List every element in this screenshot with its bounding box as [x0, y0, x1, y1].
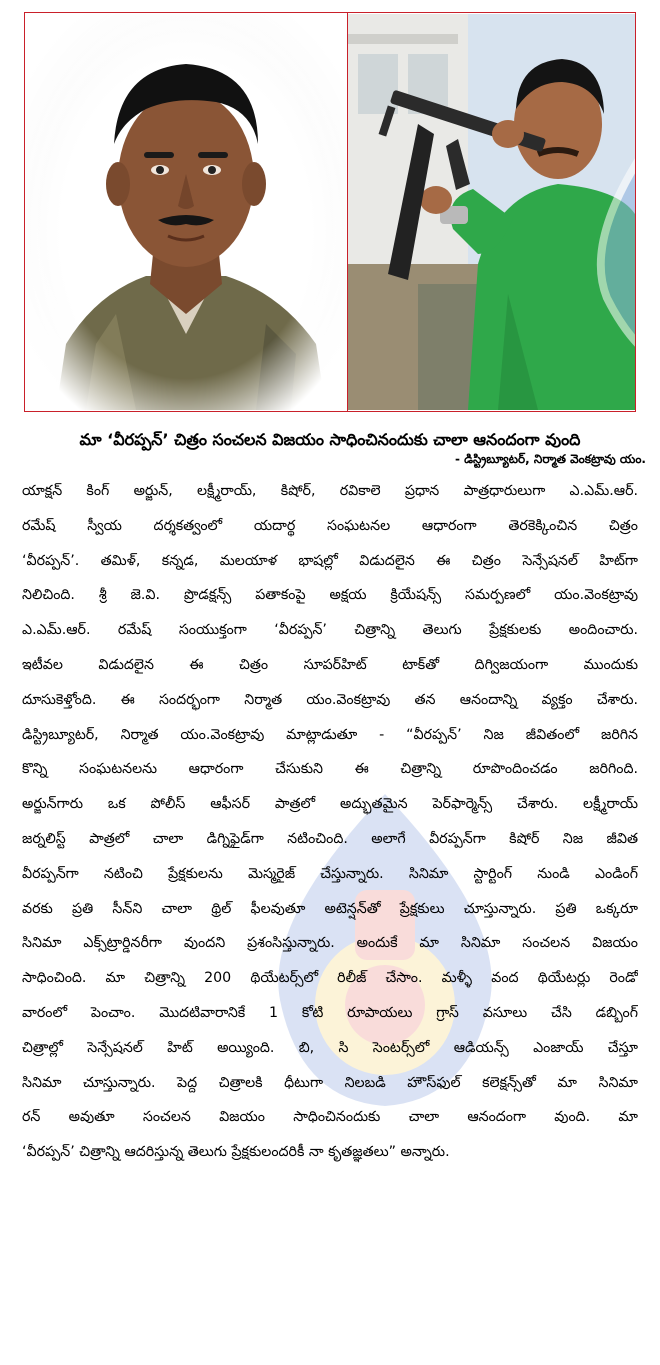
article-line: కొన్ని సంఘటనలను ఆధారంగా చేసుకుని ఈ చిత్రాన్ని రూపొందించడం జరిగింది.	[22, 761, 638, 778]
article-line: నిలిచింది. శ్రీ జె.వి. ప్రొడక్షన్స్ పతాకంపై అక్షయ క్రియేషన్స్ సమర్పణలో యం.వెంకట్రావు	[22, 587, 638, 604]
credit-line: - డిస్ట్రిబ్యూటర్, నిర్మాత వెంకట్రావు యం.	[454, 452, 646, 466]
article-line: సినిమా చూస్తున్నారు. పెద్ద చిత్రాలకి ధీటుగా నిలబడి హౌస్‌ఫుల్ కలెక్షన్స్‌తో మా సినిమా	[22, 1074, 638, 1091]
article-line: ఇటీవల విడుదలైన ఈ చిత్రం సూపర్‌హిట్ టాక్‌తో దిగ్విజయంగా ముందుకు	[22, 656, 638, 673]
portrait-photo-icon	[26, 14, 346, 410]
article-line: రమేష్ స్వీయ దర్శకత్వంలో యదార్థ సంఘటనల ఆధారంగా తెరకెక్కించిన చిత్రం	[22, 517, 638, 534]
article-line: ‘వీరప్పన్’ చిత్రాన్ని ఆదరిస్తున్న తెలుగు ప్రేక్షకులందరికీ నా కృతజ్ఞతలు” అన్నారు.	[22, 1144, 450, 1161]
photo-banner	[24, 12, 636, 412]
article-line: యాక్షన్ కింగ్ అర్జున్, లక్ష్మీరాయ్, కిషోర్, రవికాలె ప్రధాన పాత్రధారులుగా ఎ.ఎమ్.ఆర్.	[22, 483, 638, 499]
headline: మా ‘వీరప్పన్’ చిత్రం సంచలన విజయం సాధించినందుకు చాలా ఆనందంగా వుంది	[79, 430, 581, 449]
article-line: సినిమా ఎక్స్‌ట్రార్డినరీగా వుందని ప్రశంసిస్తున్నారు. అందుకే మా సినిమా సంచలన విజయం	[22, 935, 638, 952]
article-line: డిస్ట్రిబ్యూటర్, నిర్మాత యం.వెంకట్రావు మాట్లాడుతూ - “వీరప్పన్’ నిజ జీవితంలో జరిగిన	[22, 726, 638, 743]
corner-logo-icon	[567, 24, 635, 410]
article-line: దూసుకెళ్తోంది. ఈ సందర్భంగా నిర్మాత యం.వెంకట్రావు తన ఆనందాన్ని వ్యక్తం చేశారు.	[22, 691, 638, 708]
article-body	[22, 474, 638, 1170]
article-line: రన్ అవుతూ సంచలన విజయం సాధించినందుకు చాలా ఆనందంగా వుంది. మా	[22, 1109, 638, 1126]
article-line: ఎ.ఎమ్.ఆర్. రమేష్ సంయుక్తంగా ‘వీరప్పన్’ చిత్రాన్ని తెలుగు ప్రేక్షకులకు అందించారు.	[22, 622, 638, 639]
article-line: వరకు ప్రతి సీన్‌ని చాలా థ్రిల్ ఫీలవుతూ అటెన్షన్‌తో ప్రేక్షకులు చూస్తున్నారు. ప్రతి ఒక్కరూ	[22, 900, 638, 917]
article-line: జర్నలిస్ట్ పాత్రలో చాలా డిగ్నిఫైడ్‌గా నటించింది. అలాగే వీరప్పన్‌గా కిషోర్ నిజ జీవిత	[22, 830, 638, 847]
actor-with-rifle-photo	[348, 14, 635, 410]
article-line: చిత్రాల్లో సెన్సేషనల్ హిట్ అయ్యింది. బి, సి సెంటర్స్‌లో ఆడియన్స్ ఎంజాయ్ చేస్తూ	[22, 1039, 638, 1056]
article-line: సాధించింది. మా చిత్రాన్ని 200 థియేటర్స్‌లో రిలీజ్ చేసాం. మళ్ళీ వంద థియేటర్లు రెండో	[22, 970, 638, 987]
article-line: వారంలో పెంచాం. మొదటివారానికే 1 కోటి రూపాయలు గ్రాస్ వసూలు చేసి డబ్బింగ్	[22, 1004, 638, 1021]
article-line: అర్జున్‌గారు ఒక పోలీస్ ఆఫీసర్ పాత్రలో అద్భుతమైన పెర్‌ఫార్మెన్స్ చేశారు. లక్ష్మీరాయ్	[22, 796, 638, 813]
article-line: వీరప్పన్‌గా నటించి ప్రేక్షకులను మెస్మరైజ్ చేస్తున్నారు. సినిమా స్టార్టింగ్ నుండి ఎండింగ్	[22, 865, 638, 882]
portrait-photo	[26, 14, 346, 410]
article-line: ‘వీరప్పన్’. తమిళ్, కన్నడ, మలయాళ భాషల్లో విడుదలైన ఈ చిత్రం సెన్సేషనల్ హిట్‌గా	[22, 552, 638, 569]
